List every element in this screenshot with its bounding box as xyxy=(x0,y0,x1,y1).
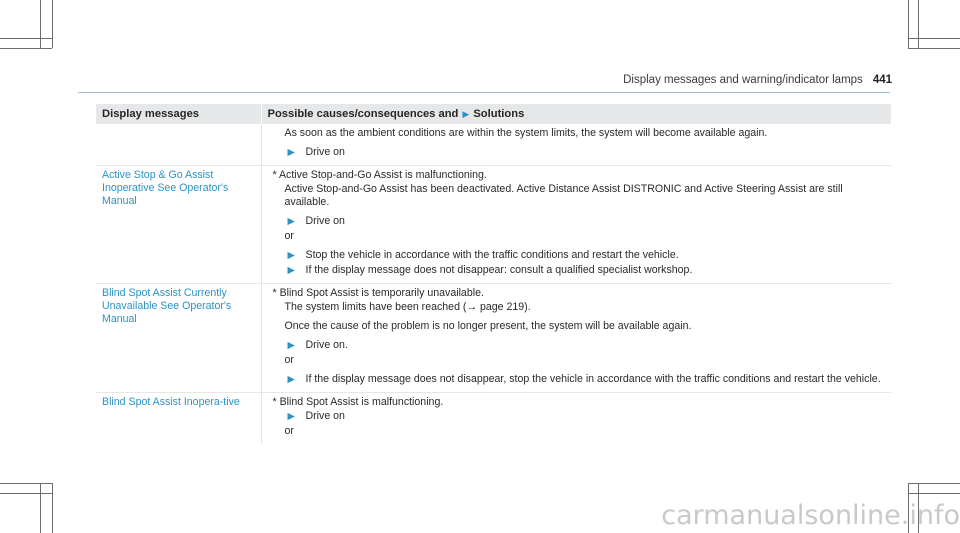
header-rule xyxy=(78,92,890,93)
cause-text: * Active Stop-and-Go Assist is malfunctioning. xyxy=(272,169,487,181)
page-title: Display messages and warning/indicator lamps xyxy=(623,74,863,86)
crop-mark xyxy=(908,38,960,39)
solution-step-text: Drive on. xyxy=(305,339,348,351)
table-row xyxy=(96,393,891,445)
crop-mark xyxy=(40,483,41,533)
display-message-cell xyxy=(96,124,261,166)
cause-text-value: Active Stop-and-Go Assist is malfunctioning. xyxy=(278,169,487,181)
solution-step-text: Drive on xyxy=(305,410,345,422)
solution-step xyxy=(268,264,886,277)
column-header-display-messages: Display messages xyxy=(96,104,261,124)
solution-step xyxy=(268,146,886,159)
display-message-cell xyxy=(96,166,261,284)
step-arrow-icon: ▶ xyxy=(287,250,295,261)
causes-cell xyxy=(261,284,891,393)
crop-mark xyxy=(0,38,52,39)
crop-mark xyxy=(0,48,52,49)
cause-text: * Blind Spot Assist is malfunctioning. xyxy=(272,396,444,408)
solution-step xyxy=(268,373,886,386)
column-header-solutions-label: Solutions xyxy=(473,108,525,120)
crop-mark xyxy=(908,0,909,48)
display-message-text: Active Stop & Go Assist Inoperative See Operator's Manual xyxy=(102,169,229,207)
display-message-text: Blind Spot Assist Inopera-tive xyxy=(102,396,240,408)
crop-mark xyxy=(908,483,960,484)
or-text: or xyxy=(284,230,294,242)
crop-mark xyxy=(40,0,41,48)
crop-mark xyxy=(908,48,960,49)
or-text: or xyxy=(284,354,294,366)
crop-mark xyxy=(0,483,52,484)
solution-step xyxy=(268,339,886,352)
or-text: or xyxy=(284,425,294,437)
table-row xyxy=(96,166,891,284)
causes-cell xyxy=(261,393,891,445)
display-message-cell xyxy=(96,393,261,445)
watermark: carmanualsonline.info xyxy=(661,500,960,531)
solution-step xyxy=(268,215,886,228)
step-arrow-icon: ▶ xyxy=(287,374,295,385)
column-header-causes-label: Possible causes/consequences and xyxy=(267,108,459,120)
table-row xyxy=(96,284,891,393)
cause-text-value: Blind Spot Assist is malfunctioning. xyxy=(279,396,444,408)
explanation-text: Active Stop-and-Go Assist has been deactivated. Active Distance Assist DISTRONIC and Active Steering Assist are still available. xyxy=(284,183,843,208)
step-arrow-icon: ▶ xyxy=(287,265,295,276)
solution-step xyxy=(268,410,886,423)
causes-cell xyxy=(261,166,891,284)
explanation-text: Once the cause of the problem is no longer present, the system will be available again. xyxy=(284,320,692,332)
crop-mark xyxy=(908,493,960,494)
step-arrow-icon: ▶ xyxy=(287,411,295,422)
column-header-causes xyxy=(261,104,891,124)
causes-cell xyxy=(261,124,891,166)
display-messages-table xyxy=(96,104,891,444)
page-number: 441 xyxy=(872,74,892,86)
crop-mark xyxy=(0,493,52,494)
table-header-row xyxy=(96,104,891,124)
crop-mark xyxy=(52,0,53,48)
step-arrow-icon: ▶ xyxy=(287,216,295,227)
arrow-right-icon: ▶ xyxy=(462,109,470,119)
table-row xyxy=(96,124,891,166)
step-arrow-icon: ▶ xyxy=(287,340,295,351)
solution-step-text: Drive on xyxy=(305,215,345,227)
solution-step-text: If the display message does not disappear: consult a qualified specialist workshop. xyxy=(305,264,693,276)
solution-step-text: If the display message does not disappear, stop the vehicle in accordance with the traffic conditions and restart the vehicle. xyxy=(305,373,881,385)
step-arrow-icon: ▶ xyxy=(287,147,295,158)
display-message-cell xyxy=(96,284,261,393)
crop-mark xyxy=(52,483,53,533)
display-message-text: Blind Spot Assist Currently Unavailable See Operator's Manual xyxy=(102,287,232,325)
cause-text: * Blind Spot Assist is temporarily unavailable. xyxy=(272,287,484,299)
solution-step-text: Drive on xyxy=(305,146,345,158)
solution-step xyxy=(268,249,886,262)
cause-text-value: Blind Spot Assist is temporarily unavailable. xyxy=(279,287,484,299)
page-header xyxy=(560,74,892,86)
crop-mark xyxy=(918,0,919,48)
explanation-text: As soon as the ambient conditions are within the system limits, the system will become available again. xyxy=(284,127,768,139)
solution-step-text: Stop the vehicle in accordance with the traffic conditions and restart the vehicle. xyxy=(305,249,679,261)
explanation-text: The system limits have been reached (→ page 219). xyxy=(284,301,531,313)
